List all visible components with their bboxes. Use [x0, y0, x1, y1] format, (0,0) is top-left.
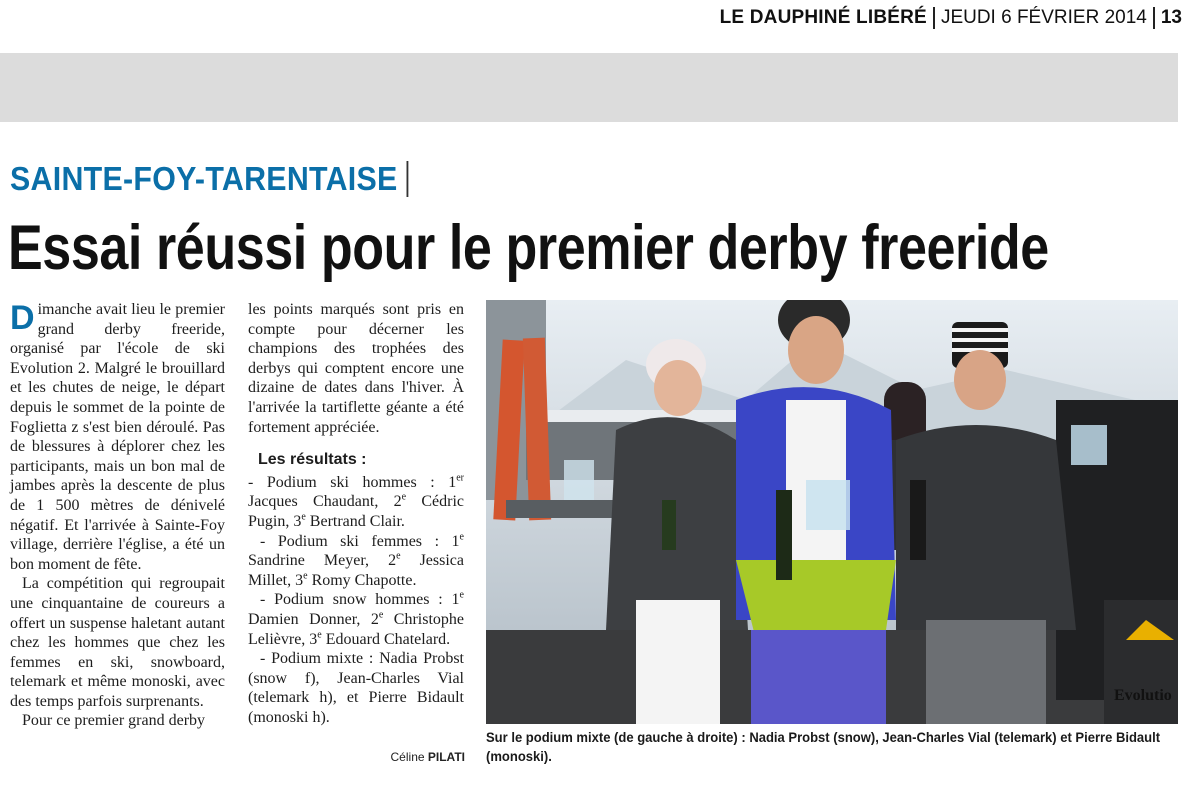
advertisement-band — [0, 53, 1178, 122]
publication-name: LE DAUPHINÉ LIBÉRÉ — [719, 7, 927, 28]
result-text: Damien Donner, 2 — [248, 610, 379, 628]
result-text: Sandrine Meyer, 2 — [248, 552, 397, 570]
masthead-divider — [933, 7, 935, 29]
paragraph: La compétition qui regroupait une cinquantaine de coureurs a offert un suspense haletant autant chez les hommes que chez les femmes en ski, snowboard, telemark et même monoski, avec des temps parfois surprenants. — [10, 575, 225, 710]
banner-text: Evolutio — [1114, 687, 1172, 704]
results-heading: Les résultats : — [258, 451, 367, 469]
ordinal: e — [317, 629, 322, 641]
result-text: Romy Chapotte. — [307, 571, 417, 589]
kicker-divider — [407, 161, 409, 197]
result-text: Jessica Millet, 3 — [248, 552, 464, 589]
article-column-1 — [10, 300, 225, 731]
ordinal: e — [396, 550, 401, 562]
byline — [385, 750, 465, 764]
result-text: Christophe Lelièvre, 3 — [248, 610, 465, 648]
paragraph: les points marqués sont pris en compte pour décerner les champions des trophées des derbys qui comptent encore une dizaine de dates dans l'hiver. À l'arrivée la tartiflette géante a été fortement appréciée. — [248, 301, 464, 436]
result-text: - Podium mixte : Nadia Probst (snow f), Jean-Charles Vial (telemark h), et Pierre Bidault (monoski h). — [248, 650, 464, 726]
paragraph: Pour ce premier grand derby — [22, 712, 206, 730]
result-item — [248, 532, 464, 591]
article-column-2 — [248, 300, 464, 727]
paragraph — [10, 300, 225, 574]
ordinal: e — [378, 609, 384, 621]
page-number: 13 — [1160, 7, 1182, 28]
result-text: - Podium ski hommes : 1 — [248, 473, 457, 491]
result-text: - Podium ski femmes : 1 — [260, 532, 460, 550]
section-kicker — [10, 160, 409, 198]
drop-cap: D — [10, 299, 35, 337]
byline-last-name: PILATI — [427, 750, 465, 764]
result-text: Jacques Chaudant, 2 — [248, 493, 402, 511]
result-item — [248, 590, 464, 649]
ordinal: e — [301, 511, 306, 523]
podium-photo — [486, 300, 1178, 724]
masthead-divider — [1153, 7, 1155, 29]
ordinal: e — [303, 570, 308, 582]
paragraph-text: imanche avait lieu le premier grand derby freeride, organisé par l'école de ski Evolution 2. Malgré le brouillard et les chutes de neige, le départ depuis le sommet de la pointe de Foglietta z s'est bien déroulé. Pas de blessures à déplorer chez les participants, mais un bon mal de jambes après la descente de plus de 1 500 mètres de dénivelé négatif. Et l'arrivée à Sainte-Foy village, derrière l'église, a été un bon moment de fête. — [10, 301, 225, 573]
result-text: Bertrand Clair. — [305, 512, 405, 530]
masthead — [720, 4, 1182, 32]
byline-first-name: Céline — [390, 750, 425, 764]
article-headline: Essai réussi pour le premier derby freeride — [8, 213, 1049, 283]
podium-photo-illustration — [486, 300, 1178, 724]
publication-date: JEUDI 6 FÉVRIER 2014 — [940, 7, 1147, 28]
ordinal: e — [459, 531, 464, 543]
ordinal: e — [401, 492, 407, 504]
ordinal: er — [456, 472, 464, 484]
photo-caption: Sur le podium mixte (de gauche à droite) : Nadia Probst (snow), Jean-Charles Vial (telemark) et Pierre Bidault (monoski). — [486, 729, 1161, 764]
result-text: Edouard Chatelard. — [321, 630, 451, 648]
result-text: Cédric Pugin, 3 — [248, 493, 464, 530]
result-item — [248, 649, 464, 727]
result-text: - Podium snow hommes : 1 — [260, 591, 460, 609]
ordinal: e — [459, 589, 464, 601]
result-item — [248, 473, 464, 532]
kicker-text: SAINTE-FOY-TARENTAISE — [10, 160, 398, 197]
